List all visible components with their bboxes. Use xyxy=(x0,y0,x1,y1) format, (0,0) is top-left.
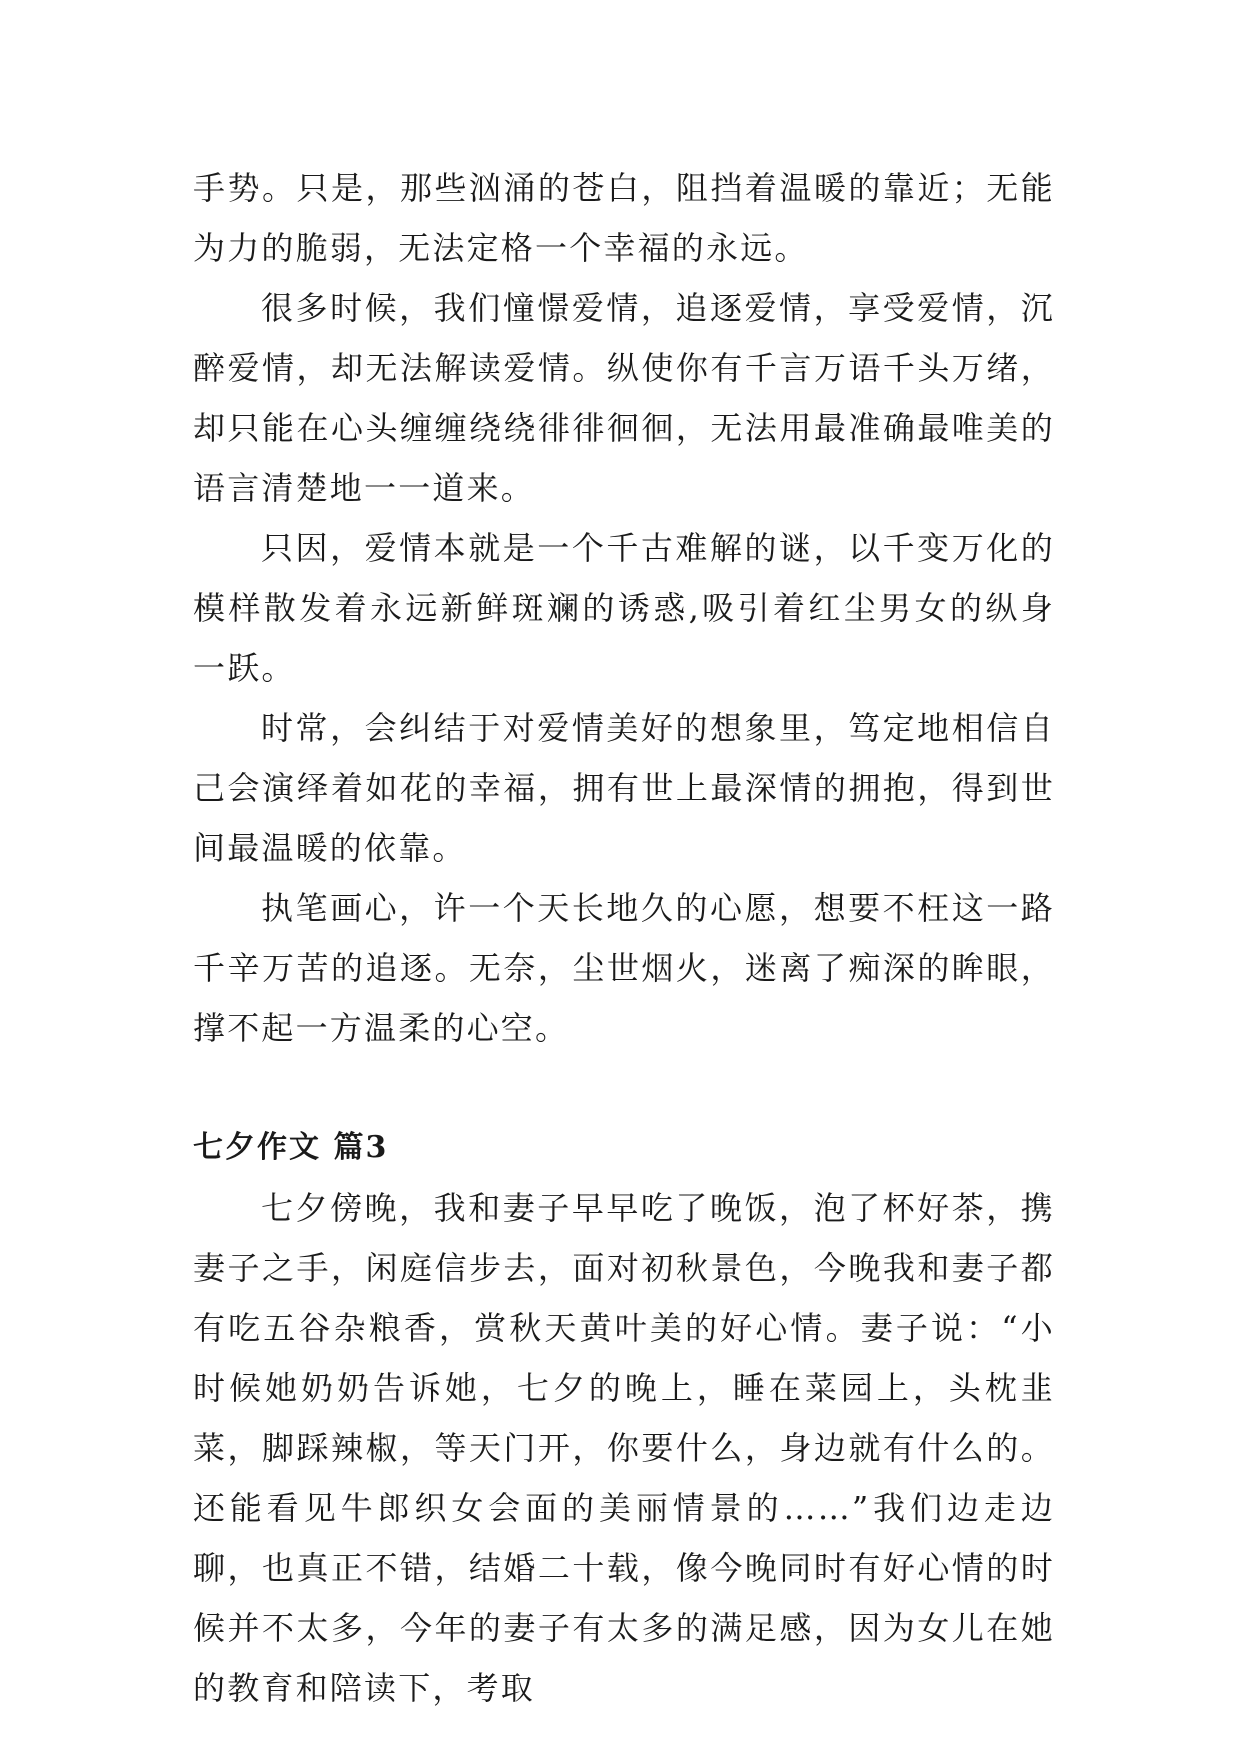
section-heading: 七夕作文 篇3 xyxy=(193,1130,389,1165)
document-body xyxy=(193,158,1055,1718)
paragraph: 手势。只是，那些汹涌的苍白，阻挡着温暖的靠近；无能为力的脆弱，无法定格一个幸福的永远。 xyxy=(193,169,1055,267)
paragraph: 执笔画心，许一个天长地久的心愿，想要不枉这一路千辛万苦的追逐。无奈，尘世烟火，迷离了痴深的眸眼，撑不起一方温柔的心空。 xyxy=(193,889,1055,1047)
paragraph: 七夕傍晚，我和妻子早早吃了晚饭，泡了杯好茶，携妻子之手，闲庭信步去，面对初秋景色，今晚我和妻子都有吃五谷杂粮香，赏秋天黄叶美的好心情。妻子说：“小时候她奶奶告诉她，七夕的晚上，睡在菜园上，头枕韭菜，脚踩辣椒，等天门开，你要什么，身边就有什么的。还能看见牛郎织女会面的美丽情景的……”我们边走边聊，也真正不错，结婚二十载，像今晚同时有好心情的时候并不太多，今年的妻子有太多的满足感，因为女儿在她的教育和陪读下，考取 xyxy=(193,1189,1055,1707)
paragraph: 时常，会纠结于对爱情美好的想象里，笃定地相信自己会演绎着如花的幸福，拥有世上最深情的拥抱，得到世间最温暖的依靠。 xyxy=(193,709,1055,867)
paragraph: 很多时候，我们憧憬爱情，追逐爱情，享受爱情，沉醉爱情，却无法解读爱情。纵使你有千言万语千头万绪，却只能在心头缠缠绕绕徘徘徊徊，无法用最准确最唯美的语言清楚地一一道来。 xyxy=(193,289,1055,507)
paragraph: 只因，爱情本就是一个千古难解的谜，以千变万化的模样散发着永远新鲜斑斓的诱惑,吸引着红尘男女的纵身一跃。 xyxy=(193,529,1055,687)
